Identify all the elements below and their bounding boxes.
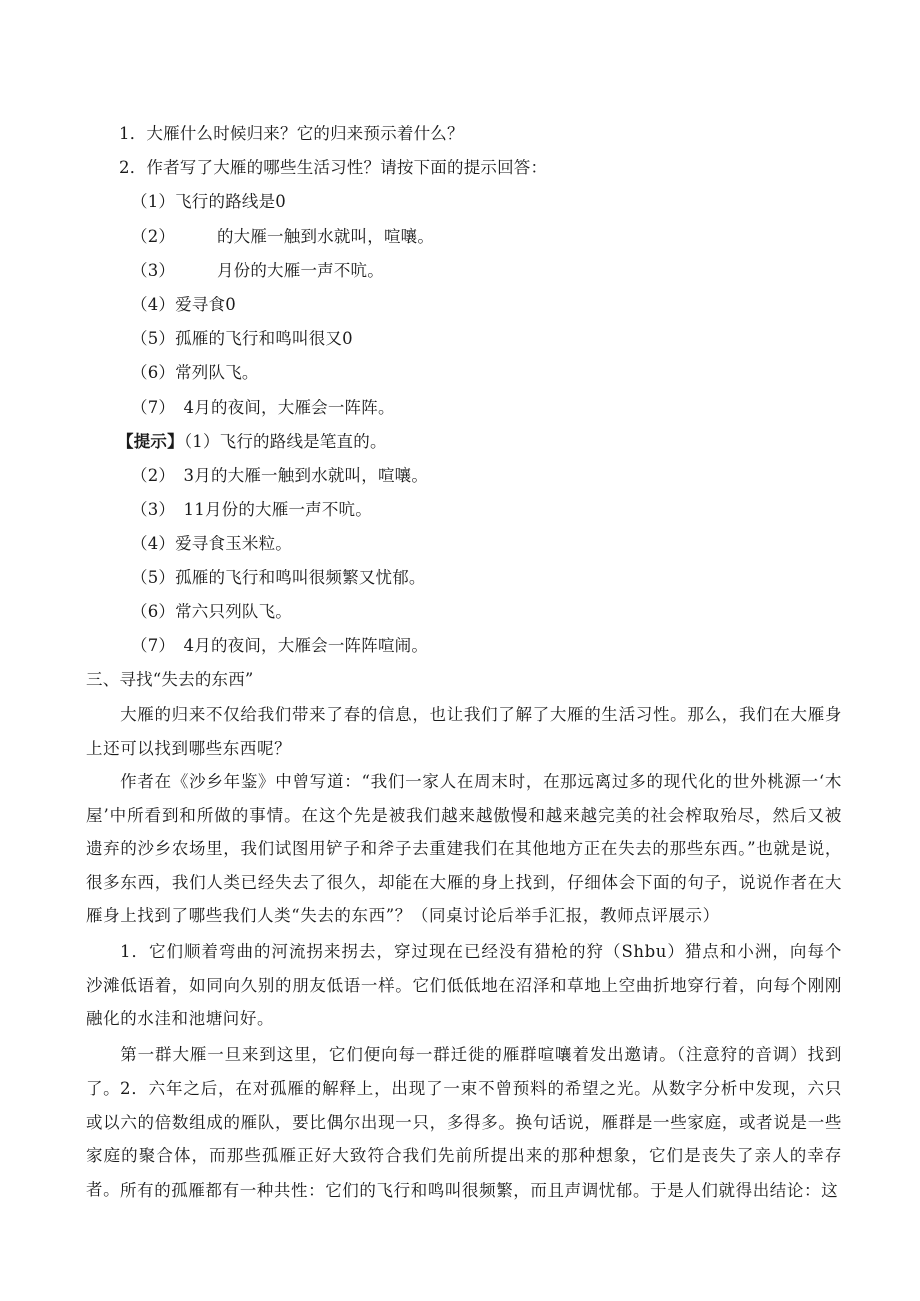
prompt-6: （6）常列队飞。 <box>131 363 259 382</box>
hint-item-5: （5）孤雁的飞行和鸣叫很频繁又忧郁。 <box>131 568 426 587</box>
prompt-1: （1）飞行的路线是0 <box>131 192 286 211</box>
hint-item-3: （3） 11月份的大雁一声不吭。 <box>131 500 372 519</box>
paragraph-sentence-2-text: 2．六年之后，在对孤雁的解释上，出现了一束不曾预料的希望之光。从数字分析中发现，六只或以六的倍数组成的雁队，要比偶尔出现一只，多得多。换句话说，雁群是一些家庭，或者说是一些家庭的聚合体，而那些孤雁正好大致符合我们先前所提出来的那种想象，它们是丧失了亲人的幸存者。 <box>86 1079 842 1199</box>
hint-first-line <box>117 431 387 453</box>
question-2: 2．作者写了大雁的哪些生活习性？请按下面的提示回答： <box>119 158 548 177</box>
paragraph-intro-text: 大雁的归来不仅给我们带来了春的信息，也让我们了解了大雁的生活习性。那么，我们在大雁身上还可以找到哪些东西呢？ <box>86 705 842 758</box>
hint-item-1: （1）飞行的路线是笔直的。 <box>183 432 387 451</box>
paragraph-quote <box>86 765 842 933</box>
hint-item-7: （7） 4月的夜间，大雁会一阵阵喧闹。 <box>131 636 429 655</box>
paragraph-quote-text: 作者在《沙乡年鉴》中曾写道：“我们一家人在周末时，在那远离过多的现代化的世外桃源一‘木屋’中所看到和所做的事情。在这个先是被我们越来越傲慢和越来越完美的社会榨取殆尽，然后又被遗弃的沙乡农场里，我们试图用铲子和斧子去重建我们在其他地方正在失去的那些东西。”也就是说，很多东西，我们人类已经失去了很久，却能在大雁的身上找到，仔细体会下面的句子，说说作者在大雁身上找到了哪些我们人类“失去的东西”？（同桌讨论后举手汇报，教师点评展示） <box>86 772 842 925</box>
paragraph-lone-geese <box>86 1174 842 1208</box>
prompt-5: （5）孤雁的飞行和鸣叫很又0 <box>131 329 353 348</box>
prompt-2: （2） 的大雁一触到水就叫，喧嚷。 <box>131 227 435 246</box>
prompt-3: （3） 月份的大雁一声不吭。 <box>131 261 384 280</box>
hint-item-2: （2） 3月的大雁一触到水就叫，喧嚷。 <box>131 466 429 485</box>
section-heading: 三、寻找“失去的东西” <box>86 670 254 689</box>
prompt-4: （4）爱寻食0 <box>131 295 236 314</box>
paragraph-sentence-1 <box>86 935 842 1036</box>
paragraph-sentence-1-text: 1．它们顺着弯曲的河流拐来拐去，穿过现在已经没有猎枪的狩（Shbu）猎点和小洲，向每个沙滩低语着，如同向久别的朋友低语一样。它们低低地在沼泽和草地上空曲折地穿行着，向每个刚刚融化的水洼和池塘问好。 <box>86 942 842 1028</box>
prompt-7: （7） 4月的夜间，大雁会一阵阵。 <box>131 398 395 417</box>
paragraph-intro <box>86 698 842 765</box>
hint-item-6: （6）常六只列队飞。 <box>131 602 292 621</box>
question-1: 1．大雁什么时候归来？它的归来预示着什么？ <box>119 124 464 143</box>
hint-item-4: （4）爱寻食玉米粒。 <box>131 534 292 553</box>
hint-label: 【提示】 <box>117 432 184 451</box>
paragraph-lone-geese-text: 所有的孤雁都有一种共性：它们的飞行和鸣叫很频繁，而且声调忧郁。于是人们就得出结论：这 <box>120 1181 839 1200</box>
paragraph-found-text: 第一群大雁一旦来到这里，它们便向每一群迁徙的雁群喧嚷着发出邀请。（注意狩的音调）找到了。 <box>86 1045 842 1098</box>
